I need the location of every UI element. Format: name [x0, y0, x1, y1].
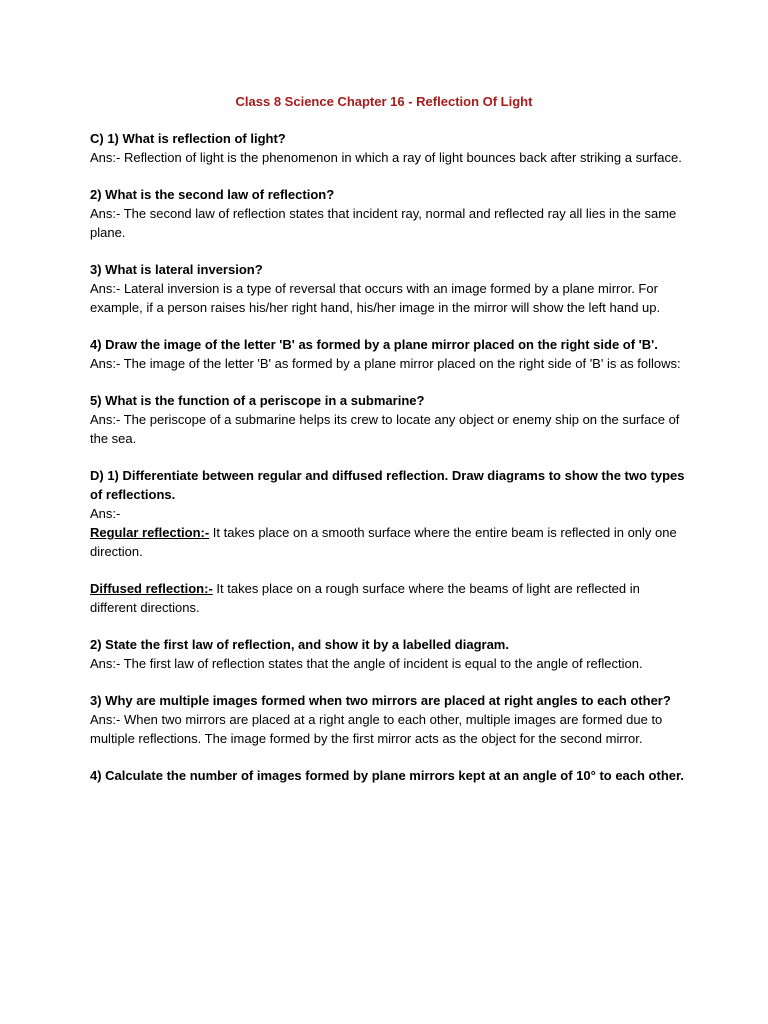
question-c3: 3) What is lateral inversion?	[90, 262, 263, 277]
question-c2: 2) What is the second law of reflection?	[90, 187, 335, 202]
question-c4: 4) Draw the image of the letter 'B' as formed by a plane mirror placed on the right side of 'B'.	[90, 337, 658, 352]
qa-c3	[90, 260, 690, 317]
answer-d1-regular	[90, 523, 690, 561]
qa-c1	[90, 129, 690, 167]
answer-d1-prefix: Ans:-	[90, 506, 121, 521]
answer-c5: Ans:- The periscope of a submarine helps its crew to locate any object or enemy ship on the surface of the sea.	[90, 412, 680, 446]
answer-c2: Ans:- The second law of reflection states that incident ray, normal and reflected ray all lies in the same plane.	[90, 206, 677, 240]
answer-d2: Ans:- The first law of reflection states that the angle of incident is equal to the angle of reflection.	[90, 656, 643, 671]
question-d4: 4) Calculate the number of images formed by plane mirrors kept at an angle of 10° to each other.	[90, 768, 684, 783]
answer-c4: Ans:- The image of the letter 'B' as formed by a plane mirror placed on the right side of 'B' is as follows:	[90, 356, 681, 371]
paragraph-gap	[90, 561, 690, 579]
qa-d1	[90, 466, 690, 617]
qa-c5	[90, 391, 690, 448]
answer-d1-diffused	[90, 579, 690, 617]
diffused-reflection-text: It takes place on a rough surface where the beams of light are reflected in different directions.	[90, 581, 640, 615]
qa-c2	[90, 185, 690, 242]
diffused-reflection-term: Diffused reflection:-	[90, 581, 213, 596]
answer-c1: Ans:- Reflection of light is the phenomenon in which a ray of light bounces back after striking a surface.	[90, 150, 682, 165]
qa-d3	[90, 691, 690, 748]
question-c5: 5) What is the function of a periscope in a submarine?	[90, 393, 425, 408]
regular-reflection-term: Regular reflection:-	[90, 525, 210, 540]
question-d1: D) 1) Differentiate between regular and diffused reflection. Draw diagrams to show the two types of reflections.	[90, 468, 685, 502]
document-body	[90, 129, 690, 803]
qa-d2	[90, 635, 690, 673]
qa-d4	[90, 766, 690, 785]
page-title: Class 8 Science Chapter 16 - Reflection Of Light	[235, 94, 533, 109]
question-d2: 2) State the first law of reflection, and show it by a labelled diagram.	[90, 637, 509, 652]
regular-reflection-text: It takes place on a smooth surface where the entire beam is reflected in only one direction.	[90, 525, 677, 559]
question-d3: 3) Why are multiple images formed when two mirrors are placed at right angles to each other?	[90, 693, 671, 708]
answer-c3: Ans:- Lateral inversion is a type of reversal that occurs with an image formed by a plane mirror. For example, if a person raises his/her right hand, his/her image in the mirror will show the left hand up.	[90, 281, 661, 315]
qa-c4	[90, 335, 690, 373]
question-c1: C) 1) What is reflection of light?	[90, 131, 286, 146]
answer-d3: Ans:- When two mirrors are placed at a right angle to each other, multiple images are formed due to multiple reflections. The image formed by the first mirror acts as the object for the second mirror.	[90, 712, 663, 746]
